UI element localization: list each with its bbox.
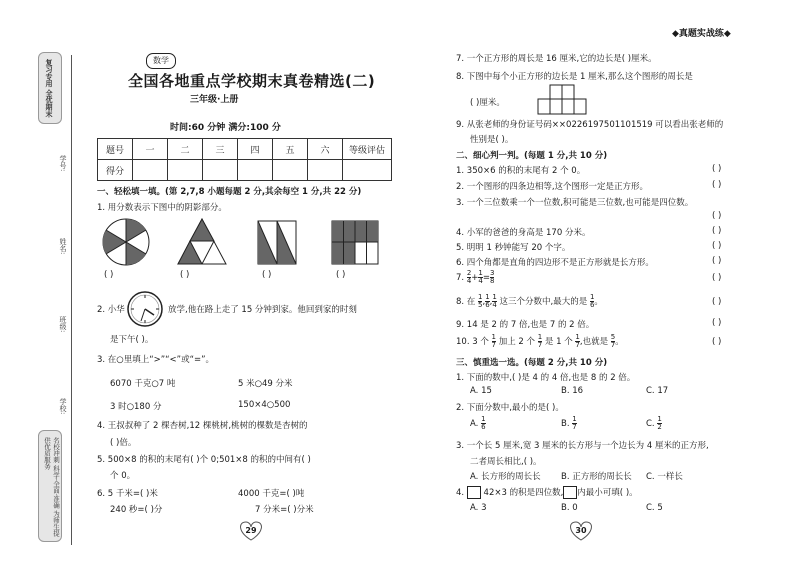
question-8: 8. 下图中每个小正方形的边长是 1 厘米,那么这个图形的周长是 [456,72,693,82]
judge-6-answer[interactable]: ( ) [712,256,722,266]
blank-box-icon [563,486,577,499]
time-info: 时间:60 分钟 满分:100 分 [170,123,281,133]
judge-8: 8. 在 $\frac{1}{5}$ , $\frac{1}{6}$ , $\frac{1}{4}$ 这三个分数中,最大的是 $\frac{1}{6}$ 。 [456,293,603,309]
choice-2-a[interactable]: A. $\frac{1}{6}$ [470,415,486,431]
judge-3: 3. 一个三位数乘一个一位数,积可能是三位数,也可能是四位数。 [456,198,694,208]
question-4-answer[interactable]: ( )倍。 [110,438,137,448]
q6-item-3[interactable]: 240 秒=( )分 [110,505,163,515]
question-4: 4. 王叔叔种了 2 棵杏树,12 棵桃树,桃树的棵数是杏树的 [97,421,308,431]
block-figure [537,84,589,116]
judge-5: 5. 明明 1 秒钟能写 20 个字。 [456,243,571,253]
fraction-shapes [100,216,400,268]
choice-1-c[interactable]: C. 17 [646,386,669,396]
choice-4-b[interactable]: B. 0 [561,503,578,513]
side-tab-top: 复习专用 全优期末 [38,52,62,124]
question-7: 7. 一个正方形的周长是 16 厘米,它的边长是( )厘米。 [456,54,657,64]
q1-answer-c[interactable]: ( ) [262,270,272,280]
judge-10-answer[interactable]: ( ) [712,337,722,347]
grid-shape [332,221,378,264]
circle-shape [103,219,149,265]
q1-answer-d[interactable]: ( ) [336,270,346,280]
q1-answer-b[interactable]: ( ) [180,270,190,280]
choice-4-c[interactable]: C. 5 [646,503,663,513]
q3-item-2[interactable]: 5 米○49 分米 [238,379,293,389]
judge-5-answer[interactable]: ( ) [712,241,722,251]
choice-3-cont: 二者周长相比,( )。 [470,457,542,467]
judge-2: 2. 一个图形的四条边相等,这个图形一定是正方形。 [456,182,649,192]
choice-3-a[interactable]: A. 长方形的周长长 [470,472,541,482]
choice-3-c[interactable]: C. 一样长 [646,472,683,482]
judge-10: 10. 3 个 $\frac{1}{7}$ 加上 2 个 $\frac{1}{7}$ 是 1 个 $\frac{1}{7}$ ,也就是 $\frac{5}{7}$ 。 [456,333,624,349]
section-2-heading: 二、细心判一判。(每题 1 分,共 10 分) [456,151,608,161]
section-3-heading: 三、慎重选一选。(每题 2 分,共 10 分) [456,358,608,368]
score-row: 得分 [98,160,392,181]
judge-1: 1. 350×6 的积的末尾有 2 个 0。 [456,166,586,176]
judge-4-answer[interactable]: ( ) [712,226,722,236]
choice-4: 4. 42×3 的积是四位数, 内最小可填( )。 [456,488,638,498]
label-school: 学校: [59,398,67,415]
label-class: 班级: [59,316,67,333]
q3-item-3[interactable]: 3 时○180 分 [110,402,162,412]
q6-item-4[interactable]: 7 分米=( )分米 [255,505,314,515]
question-9-answer[interactable]: 性别是( )。 [470,135,514,145]
q6-item-1[interactable]: 6. 5 千米=( )米 [97,489,158,499]
choice-1-b[interactable]: B. 16 [561,386,584,396]
question-8-answer[interactable]: ( )厘米。 [470,98,505,108]
question-5: 5. 500×8 的积的末尾有( )个 0;501×8 的积的中间有( ) [97,455,311,465]
judge-2-answer[interactable]: ( ) [712,180,722,190]
judge-9-answer[interactable]: ( ) [712,318,722,328]
page-number-right: 30 [575,526,587,535]
choice-2: 2. 下面分数中,最小的是( )。 [456,403,564,413]
choice-2-b[interactable]: B. $\frac{1}{7}$ [561,415,577,431]
section-1-heading: 一、轻松填一填。(第 2,7,8 小题每题 2 分,其余每空 1 分,共 22 分) [97,187,362,197]
q6-item-2[interactable]: 4000 千克=( )吨 [238,489,305,499]
grade-label: 三年级·上册 [190,95,239,105]
page-number-left: 29 [245,526,257,535]
score-table [97,138,392,181]
q1-answer-a[interactable]: ( ) [104,270,114,280]
score-header-row: 题号 一 二 三 四 五 六 等级评估 [98,139,392,160]
binding-line [71,55,72,545]
choice-4-a[interactable]: A. 3 [470,503,487,513]
question-3: 3. 在○里填上“>”“<”或“=”。 [97,355,215,365]
choice-3-b[interactable]: B. 正方形的周长长 [561,472,632,482]
page-title: 全国各地重点学校期末真卷精选(二) [128,72,376,90]
q3-item-1[interactable]: 6070 千克○7 吨 [110,379,176,389]
judge-1-answer[interactable]: ( ) [712,164,722,174]
subject-badge: 数学 [146,53,176,69]
choice-3: 3. 一个长 5 厘米,宽 3 厘米的长方形与一个边长为 4 厘米的正方形, [456,441,709,451]
question-2-start: 2. 小华 [97,305,125,315]
judge-6: 6. 四个角都是直角的四边形不是正方形就是长方形。 [456,258,654,268]
q3-item-4[interactable]: 150×4○500 [238,400,291,410]
judge-3-answer[interactable]: ( ) [712,211,722,221]
judge-7: 7. $\frac{2}{4}$ + $\frac{1}{4}$ = $\frac{3}{8}$ [456,269,495,285]
choice-1-a[interactable]: A. 15 [470,386,492,396]
side-tab-bottom: 名校冲刺 科学·全面·准确 为师生提供优质服务 [38,430,62,542]
label-name: 姓名: [59,238,67,255]
blank-box-icon [467,486,481,499]
question-2-body: 放学,他在路上走了 15 分钟到家。他回到家的时刻 [168,305,357,315]
question-9: 9. 从张老师的身份证号码××0226197501101519 可以看出张老师的 [456,120,724,130]
question-2-answer[interactable]: 是下午( )。 [110,335,154,345]
triangle-shape [178,219,226,264]
judge-8-answer[interactable]: ( ) [712,297,722,307]
choice-1: 1. 下面的数中,( )是 4 的 4 倍,也是 8 的 2 倍。 [456,373,636,383]
judge-4: 4. 小军的爸爸的身高是 170 分米。 [456,228,591,238]
header-tag: ◆真题实战练◆ [672,29,731,39]
judge-7-answer[interactable]: ( ) [712,273,722,283]
question-5-cont: 个 0。 [110,471,136,481]
clock-icon [126,290,164,328]
parallelogram-shape [258,221,296,264]
choice-2-c[interactable]: C. $\frac{1}{2}$ [646,415,662,431]
question-1: 1. 用分数表示下图中的阴影部分。 [97,203,227,213]
judge-9: 9. 14 是 2 的 7 倍,也是 7 的 2 倍。 [456,320,595,330]
label-student-no: 学号: [59,155,67,172]
